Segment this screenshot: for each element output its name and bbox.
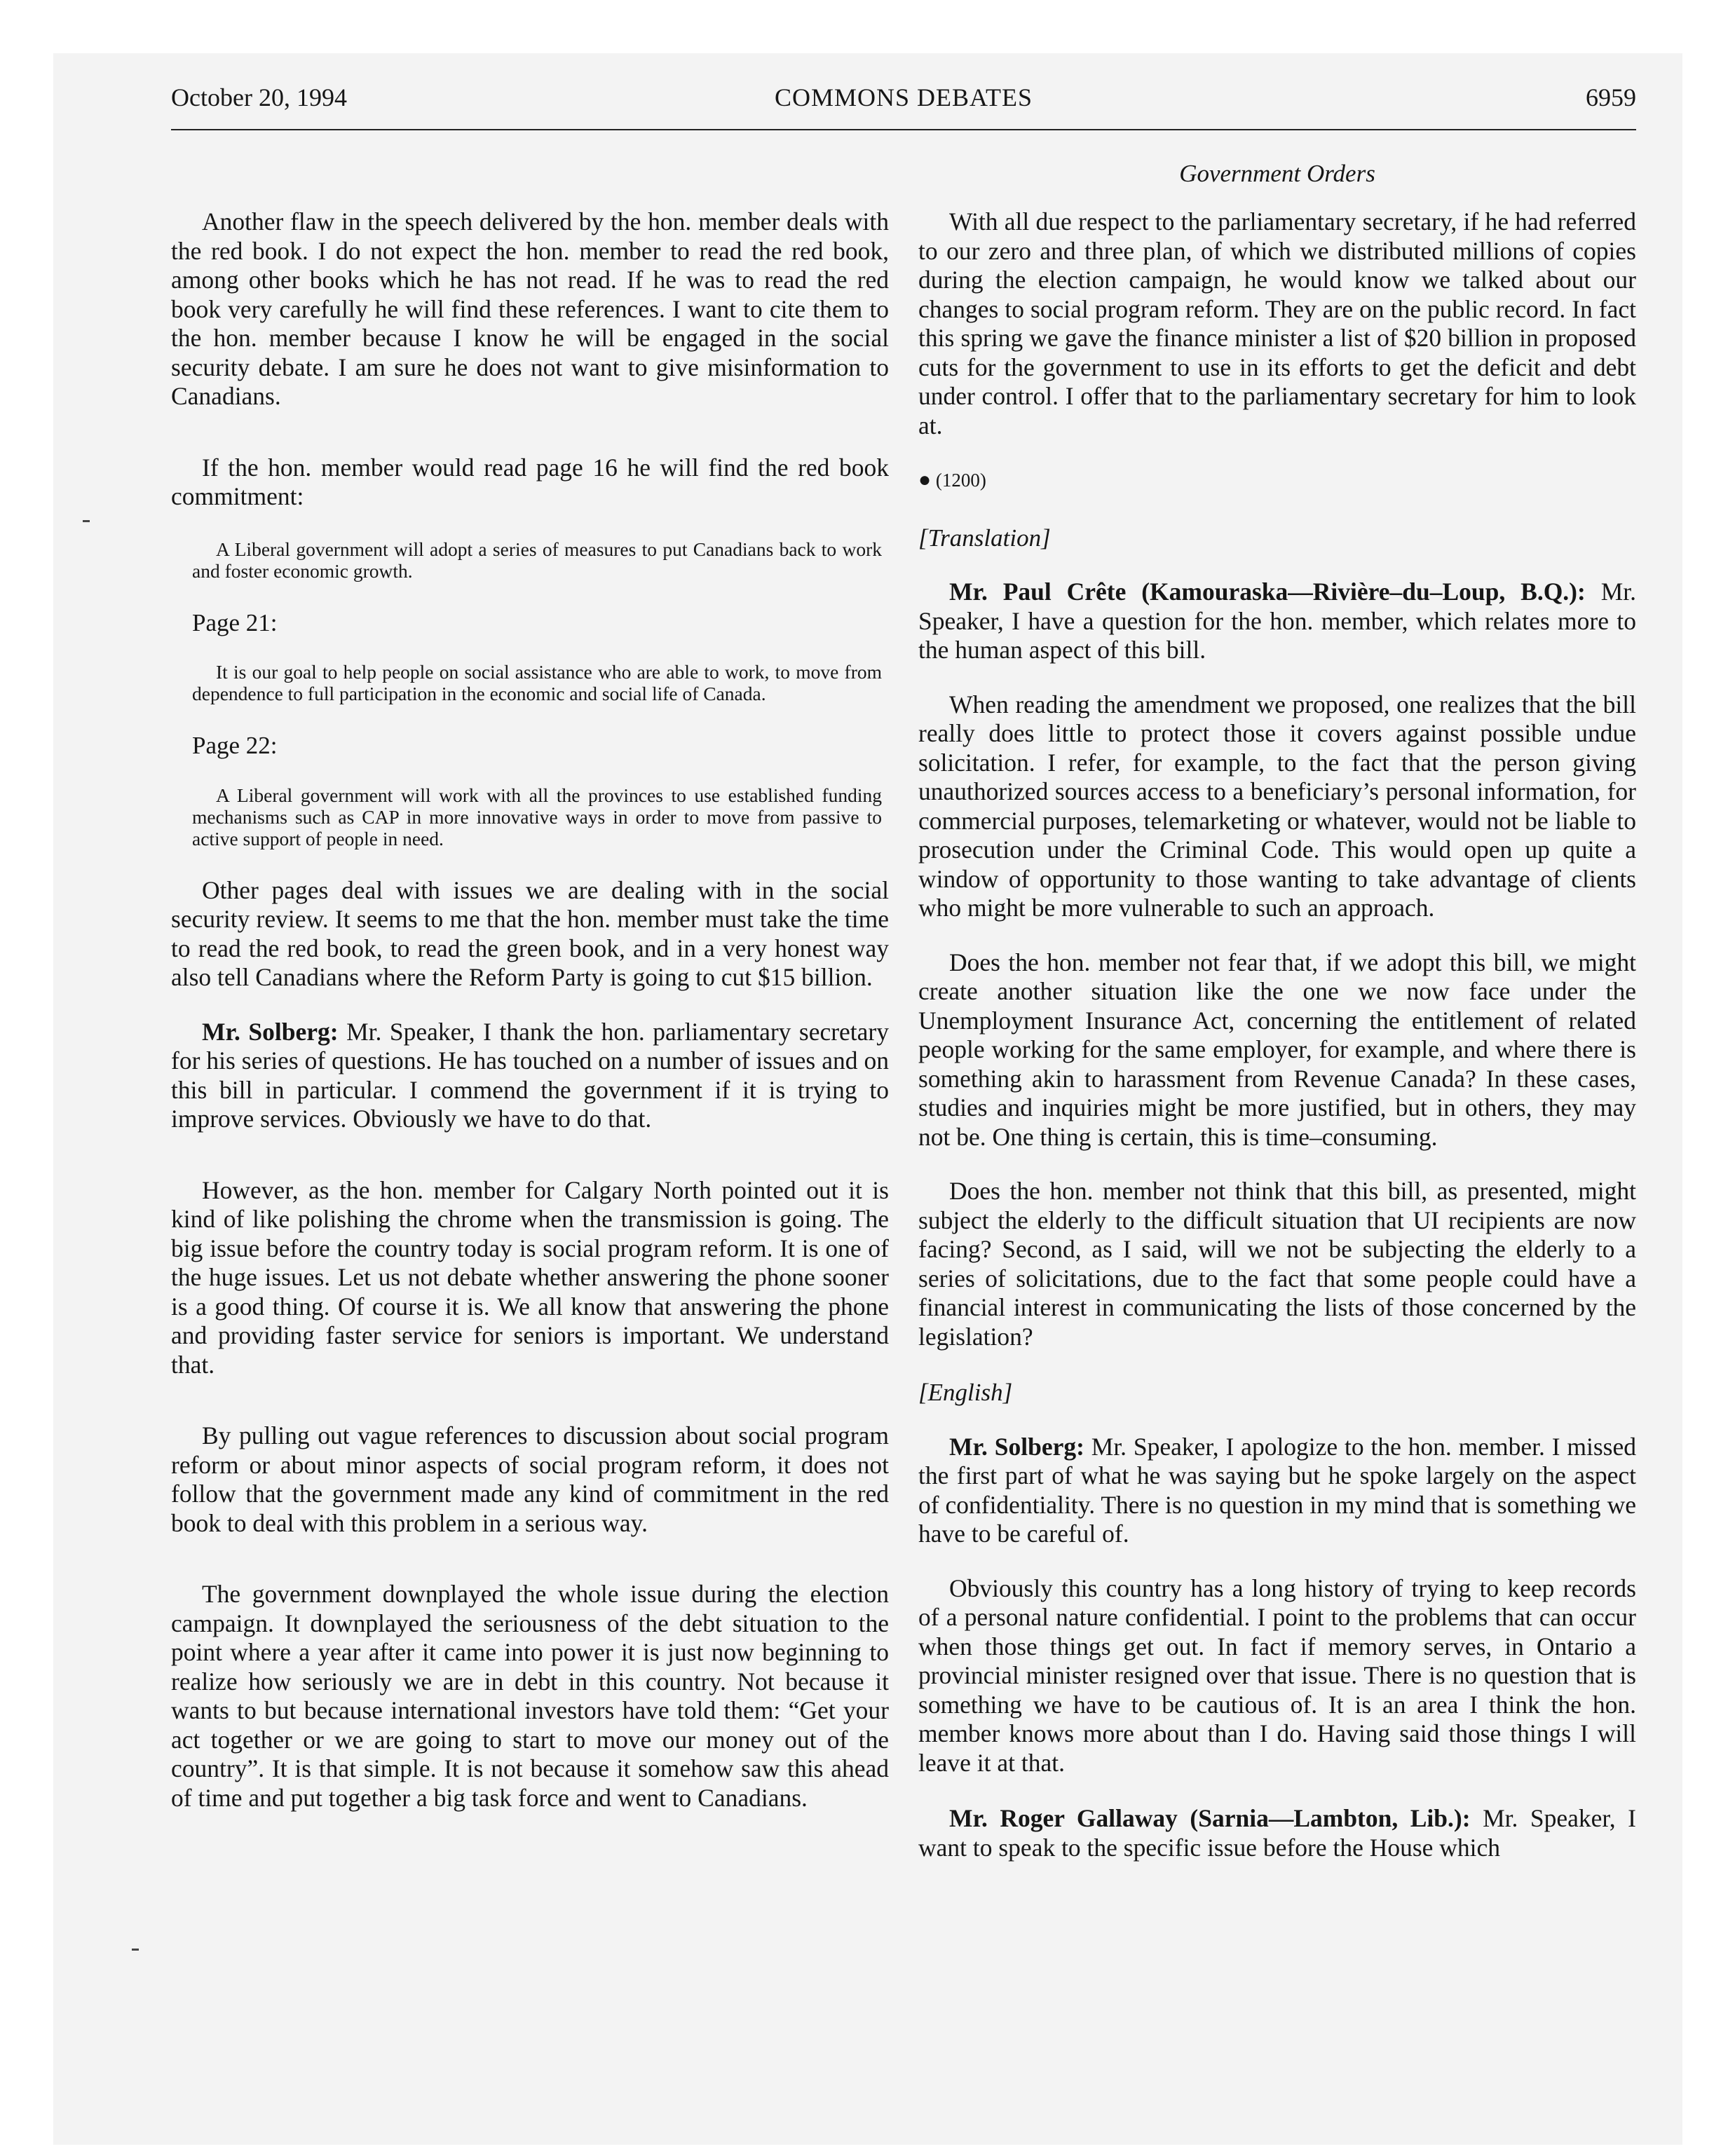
paragraph: Other pages deal with issues we are dealing with in the social security review. It seems to me that the hon. member must take the time to read the red book, to read the green book, and in a very honest way also tell Canadians where the Reform Party is going to cut $15 billion. — [171, 875, 889, 991]
paragraph: When reading the amendment we proposed, one realizes that the bill really does little to protect those it covers against possible undue solicitation. I refer, for example, to the fact that the person giving unauthorized sources access to a beneficiary’s personal information, for commercial purposes, telemarketing or whatever, would not be liable to prosecution under the Criminal Code. This would open up quite a window of opportunity to those wanting to take advantage of clients who might be more vulnerable to such an approach. — [918, 690, 1636, 922]
margin-mark — [83, 520, 90, 522]
header-date: October 20, 1994 — [171, 83, 347, 111]
block-quote: It is our goal to help people on social assistance who are able to work, to move from dependence to full participation in the economic and social life of Canada. — [192, 661, 882, 704]
page-reference: Page 22: — [192, 732, 278, 759]
speech-text: Mr. Speaker, I have a question for the hon. member, which relates more to the human aspect of this bill. — [918, 578, 1637, 664]
timestamp — [918, 465, 1636, 496]
paragraph: If the hon. member would read page 16 he will find the red book commitment: — [171, 453, 889, 510]
header-page-number: 6959 — [1586, 83, 1636, 111]
section-label: Government Orders — [1179, 160, 1375, 187]
paragraph: Does the hon. member not fear that, if we adopt this bill, we might create another situation like the one we now face under the Unemployment Insurance Act, concerning the entitlement of related people working for the same employer, for example, and where there is something akin to harassment from Revenue Canada? In these cases, studies and inquiries might be more justified, but in others, they may not be. One thing is certain, this is time–consuming. — [918, 948, 1636, 1151]
speech-paragraph — [171, 1018, 889, 1134]
speech-paragraph — [918, 1804, 1636, 1862]
speaker-name: Mr. Paul Crête (Kamouraska—Rivière–du–Loup, B.Q.): — [949, 578, 1586, 606]
bullet-icon: ● — [918, 468, 932, 491]
paragraph: Obviously this country has a long history of trying to keep records of a personal nature confidential. I point to the problems that can occur when those things get out. In fact if memory serves, in Ontario a provincial minister resigned over that issue. There is no question that is something we have to be cautious of. It is an area I think the hon. member knows more about than I do. Having said those things I will leave it at that. — [918, 1574, 1636, 1777]
paragraph: The government downplayed the whole issue during the election campaign. It downplayed the seriousness of the debt situation to the point where a year after it came into power it is just now beginning to realize how seriously we are in debt in this country. Not because it wants to but because international investors have told them: “Get your act together or we are going to start to move our money out of the country”. It is that simple. It is not because it somehow saw this ahead of time and put together a big task force and went to Canadians. — [171, 1580, 889, 1812]
left-column — [171, 207, 889, 1838]
paragraph: Another flaw in the speech delivered by the hon. member deals with the red book. I do not expect the hon. member to read the red book, among other books which he has not read. If he was to read the red book very carefully he will find these references. I want to cite them to the hon. member because I know he will be engaged in the social security debate. I am sure he does not want to give misinformation to Canadians. — [171, 207, 889, 410]
header-publication: COMMONS DEBATES — [774, 83, 1033, 111]
speech-paragraph — [918, 1433, 1636, 1549]
paragraph: However, as the hon. member for Calgary North pointed out it is kind of like polishing the chrome when the transmission is going. The big issue before the country today is social program reform. It is one of the huge issues. Let us not debate whether answering the phone sooner is a good thing. Of course it is. We all know that answering the phone and providing faster service for seniors is important. We understand that. — [171, 1175, 889, 1379]
speech-paragraph — [918, 578, 1636, 665]
paragraph: By pulling out vague references to discussion about social program reform or about minor aspects of social program reform, it does not follow that the government made any kind of commitment in the red book to deal with this problem in a serious way. — [171, 1421, 889, 1537]
page-reference: Page 21: — [192, 608, 278, 636]
paragraph: With all due respect to the parliamentary secretary, if he had referred to our zero and three plan, of which we distributed millions of copies during the election campaign, he would know we talked about our changes to social program reform. They are on the public record. In fact this spring we gave the finance minister a list of $20 billion in proposed cuts for the government to use in its efforts to get the deficit and debt under control. I offer that to the parliamentary secretary for him to look at. — [918, 207, 1636, 439]
speech-text: Mr. Speaker, I want to speak to the specific issue before the House which — [918, 1804, 1637, 1862]
speaker-name: Mr. Solberg: — [949, 1432, 1084, 1461]
english-label: [English] — [918, 1379, 1013, 1406]
speech-text: Mr. Speaker, I thank the hon. parliamentary secretary for his series of questions. He has touched on a number of issues and on this bill in particular. I commend the government if it is trying to improve services. Obviously we have to do that. — [171, 1017, 889, 1133]
block-quote: A Liberal government will work with all the provinces to use established funding mechanisms such as CAP in more innovative ways in order to move from passive to active support of people in need. — [192, 784, 882, 850]
block-quote: A Liberal government will adopt a series of measures to put Canadians back to work and foster economic growth. — [192, 538, 882, 582]
page-header — [171, 83, 1636, 125]
speaker-name: Mr. Solberg: — [202, 1017, 339, 1046]
right-column — [918, 207, 1636, 1888]
paragraph: Does the hon. member not think that this bill, as presented, might subject the elderly to the difficult situation that UI recipients are now facing? Second, as I said, will we not be subjecting the elderly to a series of solicitations, due to the fact that some people could have a financial interest in communicating the lists of those concerned by the legislation? — [918, 1177, 1636, 1351]
speaker-name: Mr. Roger Gallaway (Sarnia—Lambton, Lib.): — [949, 1804, 1471, 1832]
header-rule — [171, 129, 1636, 130]
timestamp-text: (1200) — [935, 470, 986, 491]
speech-text: Mr. Speaker, I apologize to the hon. member. I missed the first part of what he was saying but he spoke largely on the aspect of confidentiality. There is no question in my mind that is something we have to be careful of. — [918, 1432, 1636, 1548]
margin-mark — [132, 1949, 139, 1951]
translation-label: [Translation] — [918, 524, 1051, 552]
